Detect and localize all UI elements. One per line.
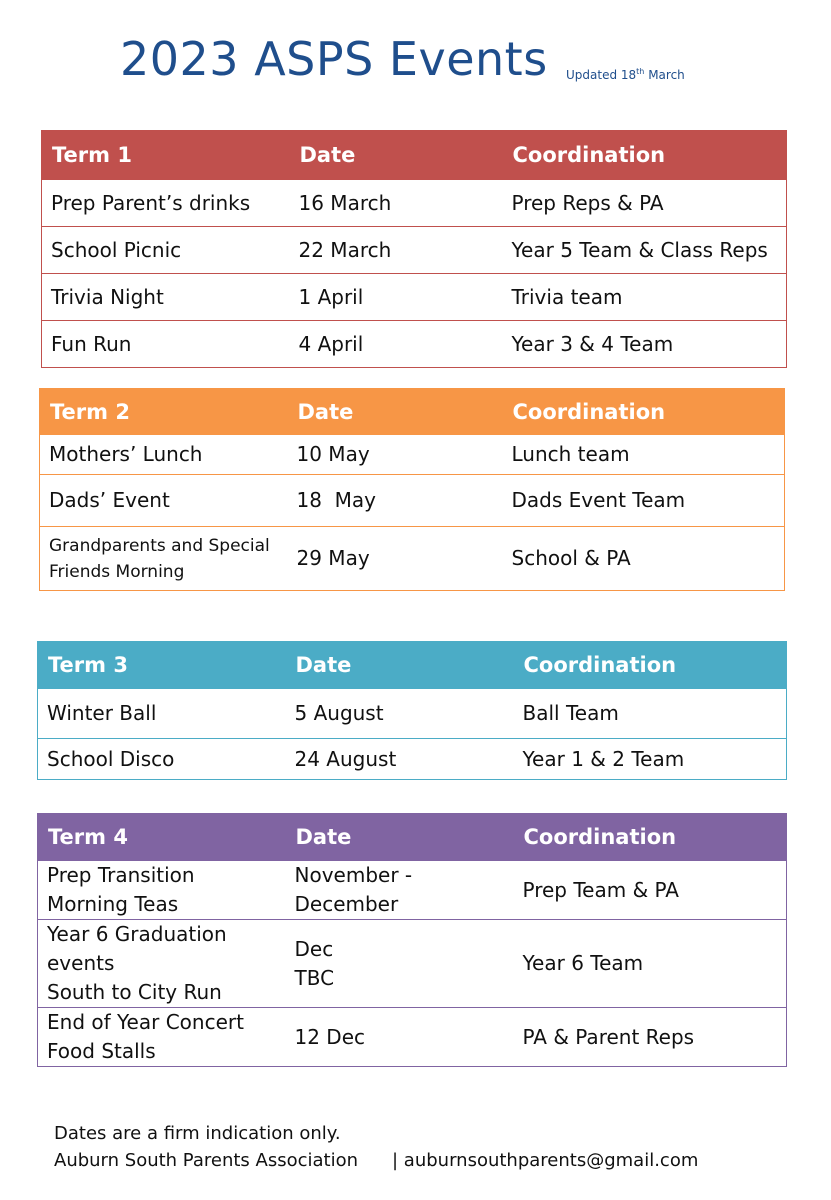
event-cell: School Picnic [42,227,290,274]
term-heading: Term 2 [40,389,288,435]
date-heading: Date [288,389,503,435]
coordination-cell: Ball Team [514,689,787,739]
footer-association: Auburn South Parents Association [54,1150,359,1171]
date-heading: Date [286,814,514,861]
event-cell: Mothers’ Lunch [40,435,288,475]
coordination-cell: School & PA [503,527,785,591]
event-cell: School Disco [38,739,286,780]
coordination-cell: Trivia team [503,274,787,321]
date-cell: 16 March [290,180,503,227]
date-heading: Date [290,131,503,180]
date-cell: 18 May [288,475,503,527]
term-heading: Term 3 [38,642,286,689]
table-row [38,920,787,1008]
term-heading: Term 1 [42,131,290,180]
date-cell: 4 April [290,321,503,368]
term-heading: Term 4 [38,814,286,861]
term-2-table [39,388,785,591]
table-header-row [42,131,787,180]
event-cell: Trivia Night [42,274,290,321]
footer-contact-line [54,1147,698,1174]
table-header-row [38,814,787,861]
coordination-cell: Dads Event Team [503,475,785,527]
date-cell: 24 August [286,739,514,780]
coordination-heading: Coordination [503,131,787,180]
event-cell: Grandparents and Special Friends Morning [40,527,288,591]
table-row [40,435,785,475]
date-cell: 29 May [288,527,503,591]
date-cell: November - December [286,861,514,920]
updated-prefix: Updated 18 [566,68,637,82]
coordination-cell: Year 3 & 4 Team [503,321,787,368]
footer [54,1120,698,1174]
date-cell: 10 May [288,435,503,475]
event-cell: Winter Ball [38,689,286,739]
coordination-cell: Prep Team & PA [514,861,787,920]
coordination-heading: Coordination [514,642,787,689]
event-cell: Prep Parent’s drinks [42,180,290,227]
coordination-cell: Year 5 Team & Class Reps [503,227,787,274]
term-3-table [37,641,787,780]
updated-sup: th [636,67,645,76]
table-row [38,861,787,920]
coordination-cell: Year 1 & 2 Team [514,739,787,780]
date-cell: 5 August [286,689,514,739]
footer-email: | auburnsouthparents@gmail.com [392,1150,699,1171]
event-cell: End of Year Concert Food Stalls [38,1008,286,1067]
event-cell: Year 6 Graduation events South to City Run [38,920,286,1008]
date-heading: Date [286,642,514,689]
event-cell: Dads’ Event [40,475,288,527]
date-cell: 1 April [290,274,503,321]
coordination-cell: PA & Parent Reps [514,1008,787,1067]
date-cell: 12 Dec [286,1008,514,1067]
coordination-cell: Prep Reps & PA [503,180,787,227]
table-row [38,689,787,739]
table-row [40,475,785,527]
coordination-cell: Lunch team [503,435,785,475]
date-cell: 22 March [290,227,503,274]
table-row [42,321,787,368]
term-4-table [37,813,787,1067]
table-row [42,227,787,274]
table-row [38,1008,787,1067]
coordination-cell: Year 6 Team [514,920,787,1008]
term-1-table [41,130,787,368]
table-row [38,739,787,780]
coordination-heading: Coordination [514,814,787,861]
table-header-row [38,642,787,689]
table-row [40,527,785,591]
updated-suffix: March [644,68,685,82]
page-title: 2023 ASPS Events [120,32,548,86]
updated-note [566,67,685,82]
coordination-heading: Coordination [503,389,785,435]
event-cell: Fun Run [42,321,290,368]
table-header-row [40,389,785,435]
date-cell: Dec TBC [286,920,514,1008]
table-row [42,274,787,321]
footer-disclaimer: Dates are a firm indication only. [54,1123,341,1144]
table-row [42,180,787,227]
event-cell: Prep Transition Morning Teas [38,861,286,920]
